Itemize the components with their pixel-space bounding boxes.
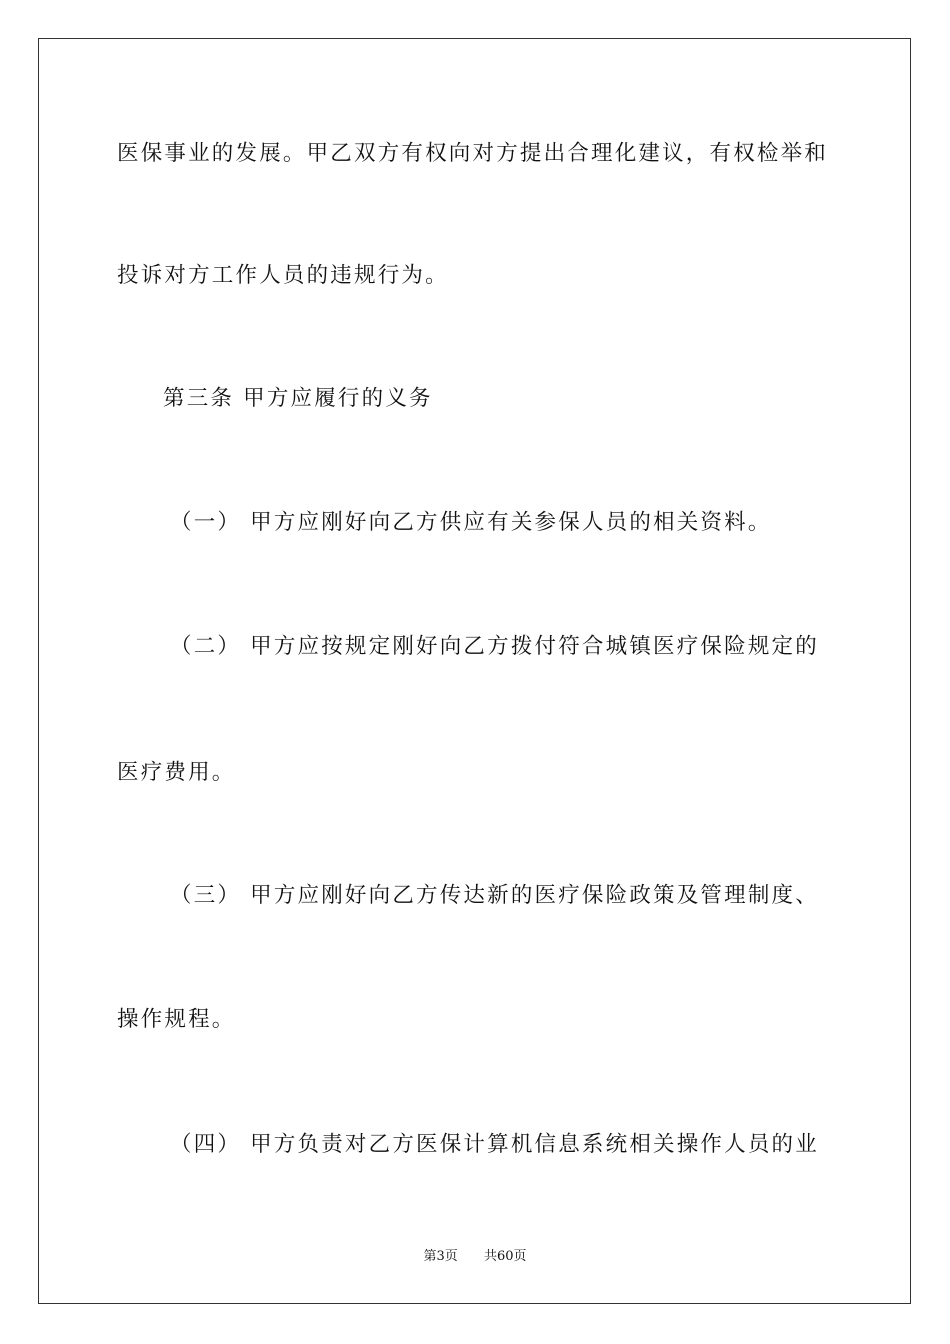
page-frame <box>38 38 911 1304</box>
page-number: 第3页 <box>423 1249 458 1264</box>
clause-3-line-2: 操作规程。 <box>117 1007 236 1032</box>
article-heading: 第三条 甲方应履行的义务 <box>163 386 433 411</box>
total-pages: 共60页 <box>484 1249 527 1264</box>
page-footer <box>0 1245 950 1264</box>
paragraph-line-2: 投诉对方工作人员的违规行为。 <box>117 263 449 288</box>
clause-3-line-1: （三） 甲方应刚好向乙方传达新的医疗保险政策及管理制度、 <box>170 883 819 908</box>
clause-2-line-2: 医疗费用。 <box>117 760 236 785</box>
clause-4-line-1: （四） 甲方负责对乙方医保计算机信息系统相关操作人员的业 <box>170 1132 819 1157</box>
clause-2-line-1: （二） 甲方应按规定刚好向乙方拨付符合城镇医疗保险规定的 <box>170 634 819 659</box>
paragraph-line-1: 医保事业的发展。甲乙双方有权向对方提出合理化建议，有权检举和 <box>117 141 829 166</box>
clause-1-line: （一） 甲方应刚好向乙方供应有关参保人员的相关资料。 <box>170 510 772 535</box>
